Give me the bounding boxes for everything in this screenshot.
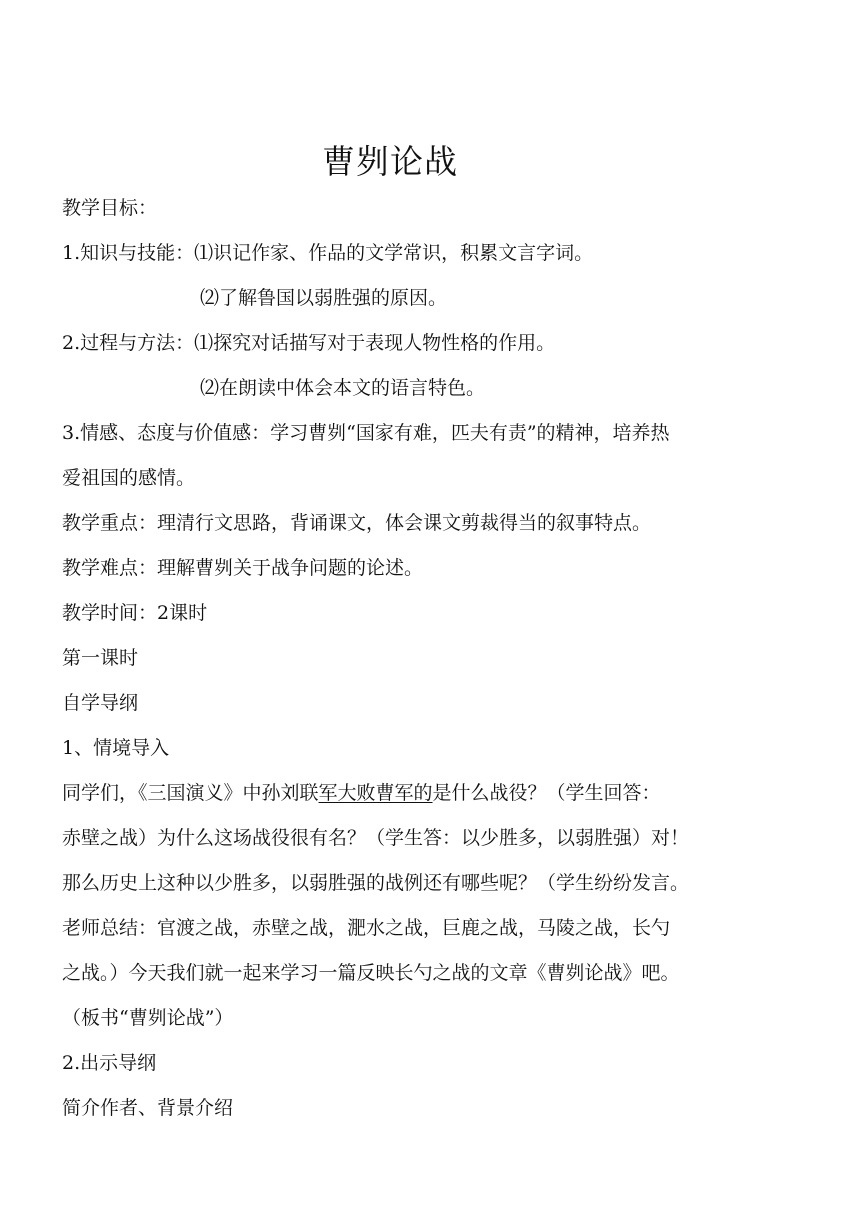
underlined-phrase: 军大败曹军的 [318,782,433,804]
teaching-time: 教学时间：2课时 [62,602,208,624]
paragraph-line-1-start: 同学们，《三国演义》中孙刘联 [62,782,319,804]
paragraph-line-2: 赤壁之战）为什么这场战役很有名？（学生答：以少胜多，以弱胜强）对！ [62,827,690,849]
objective-3-line-1: 3.情感、态度与价值感：学习曹刿“国家有难，匹夫有责”的精神，培养热 [62,422,670,444]
paragraph-line-1 [62,778,661,808]
section-2-item: 简介作者、背景介绍 [62,1097,234,1119]
objective-2-line-2: ⑵在朗读中体会本文的语言特色。 [200,377,486,399]
section-2-heading: 2.出示导纲 [62,1052,157,1074]
lesson-heading: 第一课时 [62,647,139,669]
objectives-heading: 教学目标： [62,197,158,219]
objective-3-line-2: 爱祖国的感情。 [62,467,196,489]
difficulties: 教学难点：理解曹刿关于战争问题的论述。 [62,557,424,579]
objective-2-line-1: 2.过程与方法：⑴探究对话描写对于表现人物性格的作用。 [62,332,556,354]
paragraph-line-3: 那么历史上这种以少胜多，以弱胜强的战例还有哪些呢？（学生纷纷发言。 [62,872,690,894]
document-title: 曹刿论战 [322,142,458,181]
key-points: 教学重点：理清行文思路，背诵课文，体会课文剪裁得当的叙事特点。 [62,512,652,534]
paragraph-line-4: 老师总结：官渡之战，赤壁之战，淝水之战，巨鹿之战，马陵之战，长勺 [62,917,671,939]
paragraph-line-1-end: 是什么战役？（学生回答： [432,782,661,804]
objective-1-line-2: ⑵了解鲁国以弱胜强的原因。 [200,287,448,309]
objective-1-line-1: 1.知识与技能：⑴识记作家、作品的文学常识，积累文言字词。 [62,242,594,264]
paragraph-line-5: 之战。）今天我们就一起来学习一篇反映长勺之战的文章《曹刿论战》吧。 [62,962,680,984]
paragraph-line-6: （板书“曹刿论战”） [62,1007,234,1029]
guide-heading: 自学导纲 [62,692,139,714]
section-1-heading: 1、情境导入 [62,737,170,759]
